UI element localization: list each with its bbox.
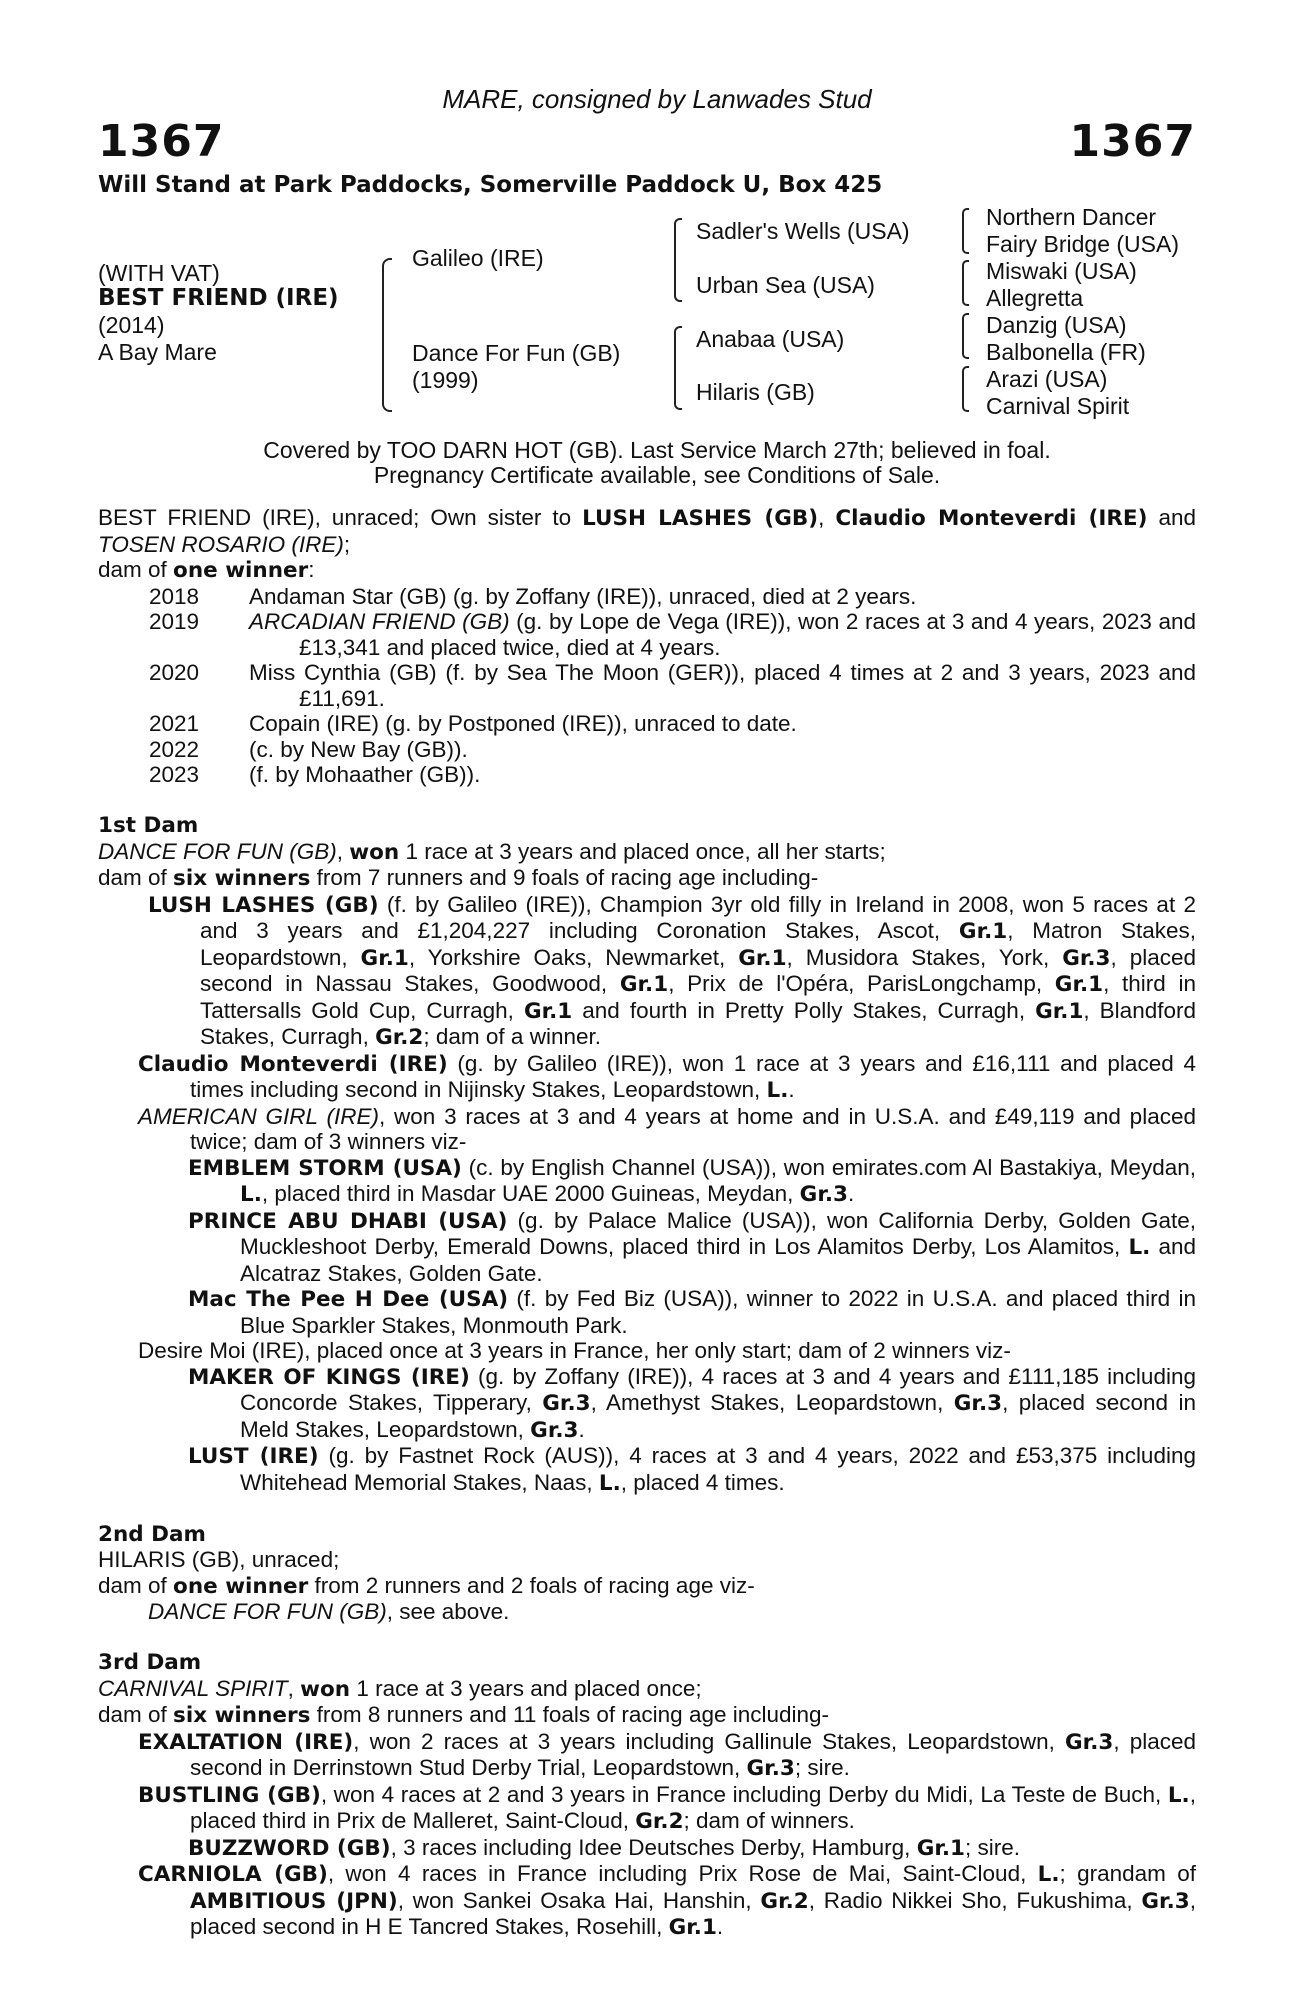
text: (f. by Fed Biz (USA)), winner to 2022 in U.S.A. and placed third in Blue Sparkler Stakes, Monmouth Park. [240, 1286, 1196, 1338]
text: , Matron Stakes, Leopardstown, [200, 918, 1196, 970]
dam-record: 1 race at 3 years and placed once, all her starts; [399, 838, 886, 864]
pedigree-dam-dam: Hilaris (GB) [696, 379, 815, 405]
pedigree-sire-sire: Sadler's Wells (USA) [696, 218, 910, 244]
text: and Alcatraz Stakes, Golden Gate. [240, 1234, 1196, 1286]
produce-summary: from 8 runners and 11 foals of racing age including- [310, 1702, 830, 1727]
winner-count: one winner [173, 1573, 309, 1599]
text: , Radio Nikkei Sho, Fukushima, [808, 1887, 1142, 1913]
progeny-name: DANCE FOR FUN (GB) [148, 1599, 387, 1624]
text: ; dam of winners. [683, 1808, 855, 1833]
foal-detail: (g. by Lope de Vega (IRE)), won 2 races at 3 and 4 years, 2023 and £13,341 and placed twice, died at 4 years. [299, 609, 1197, 660]
grade: Gr.3 [1141, 1888, 1190, 1914]
text: , won Sankei Osaka Hai, Hanshin, [397, 1887, 761, 1913]
grade: Gr.3 [746, 1756, 795, 1781]
foal-text [249, 609, 1197, 660]
dam-of-label: dam of [98, 865, 174, 890]
foal-text: (c. by New Bay (GB)). [249, 736, 468, 762]
pedigree-brace-ss [962, 208, 969, 254]
foal-row [149, 762, 1196, 788]
pedigree-sire-dam: Urban Sea (USA) [696, 272, 875, 298]
text: , Prix de l'Opéra, ParisLongchamp, [668, 971, 1055, 996]
text: ; sire. [794, 1755, 850, 1780]
progeny-name: EMBLEM STORM (USA) [188, 1155, 462, 1181]
grade: Gr.3 [953, 1391, 1003, 1416]
grade: L. [1128, 1235, 1151, 1260]
pedigree-dam-sire: Anabaa (USA) [696, 326, 845, 352]
text: , see above. [386, 1599, 510, 1624]
progeny-name: CARNIOLA (GB) [138, 1862, 328, 1887]
grade: L. [1037, 1862, 1060, 1887]
dam-record: 1 race at 3 years and placed once; [350, 1675, 702, 1701]
progeny-name: BUZZWORD (GB) [188, 1835, 391, 1861]
won-label: won [349, 839, 400, 865]
text: (g. by Palace Malice (USA)), won California Derby, Golden Gate, Muckleshoot Derby, Emerald Downs, placed third in Los Alamitos Derby, Los Alamitos, [240, 1207, 1196, 1259]
grade: Gr.1 [1035, 998, 1084, 1024]
foal-row [149, 660, 1196, 711]
colon: : [308, 557, 315, 582]
winner-count: one winner [173, 558, 309, 583]
grade: Gr.1 [360, 945, 409, 971]
pedigree-ddd: Carnival Spirit [986, 393, 1130, 419]
text: , placed second in H E Tancred Stakes, Rosehill, [190, 1887, 1196, 1939]
foal-row [149, 737, 1196, 763]
text: , won 4 races in France including Prix Rose de Mai, Saint-Cloud, [327, 1861, 1038, 1886]
text: ; dam of a winner. [423, 1024, 601, 1049]
pregnancy-line: Pregnancy Certificate available, see Conditions of Sale. [373, 462, 941, 488]
text: . [847, 1181, 855, 1206]
pedigree-sds: Miswaki (USA) [986, 258, 1137, 284]
progeny-desire-moi [138, 1338, 1196, 1364]
progeny-name: Mac The Pee H Dee (USA) [188, 1287, 509, 1312]
progeny-name: Claudio Monteverdi (IRE) [138, 1051, 448, 1077]
pedigree-ssd: Fairy Bridge (USA) [986, 231, 1179, 257]
text: (f. by Galileo (IRE)), Champion 3yr old filly in Ireland in 2008, won 5 races at 2 and 3 years and £1,204,227 including Coronation Stakes, Ascot, [200, 891, 1196, 943]
grade: Gr.2 [635, 1809, 684, 1834]
pedigree-sdd: Allegretta [986, 285, 1084, 311]
pedigree-dsd: Balbonella (FR) [986, 339, 1146, 365]
grade: L. [1167, 1782, 1190, 1808]
progeny-bustling [138, 1781, 1196, 1835]
consignment-line: MARE, consigned by Lanwades Stud [442, 84, 872, 114]
progeny-exaltation [138, 1728, 1197, 1782]
text: , 3 races including Idee Deutsches Derby, Hamburg, [390, 1834, 917, 1860]
text: ; grandam of [1059, 1861, 1196, 1886]
pedigree-brace-dam [674, 326, 682, 410]
progeny-name: BUSTLING (GB) [138, 1782, 321, 1808]
progeny-text: Desire Moi (IRE), placed once at 3 years in France, her only start; dam of 2 winners viz- [138, 1338, 1011, 1363]
pedigree-brace-sire [674, 218, 682, 302]
horse-description: A Bay Mare [98, 339, 217, 365]
foal-row [149, 711, 1196, 737]
winner-count: six winners [173, 866, 311, 891]
grade: Gr.2 [760, 1888, 809, 1914]
text: , Blandford Stakes, Curragh, [200, 997, 1196, 1049]
text: . [716, 1914, 724, 1939]
pedigree-sss: Northern Dancer [986, 204, 1157, 230]
foal-text: (f. by Mohaather (GB)). [249, 762, 481, 787]
text: . [788, 1077, 795, 1102]
sibling-tosen: TOSEN ROSARIO (IRE) [98, 531, 344, 557]
horse-name: BEST FRIEND (IRE) [98, 285, 339, 311]
grade: L. [598, 1470, 621, 1496]
horse-year: (2014) [98, 312, 165, 338]
grade: Gr.3 [799, 1182, 848, 1207]
pedigree-dss: Danzig (USA) [986, 312, 1127, 338]
grade: Gr.3 [1065, 1729, 1114, 1755]
progeny-name: AMBITIOUS (JPN) [190, 1888, 398, 1914]
grade: Gr.1 [958, 919, 1008, 944]
intro-sep: , [818, 505, 836, 530]
foal-text: Copain (IRE) (g. by Postponed (IRE)), unraced to date. [249, 711, 797, 736]
foal-text: Miss Cynthia (GB) (f. by Sea The Moon (GER)), placed 4 times at 2 and 3 years, 2023 and £11,691. [249, 660, 1196, 711]
dam-name: CARNIVAL SPIRIT [98, 1675, 288, 1701]
progeny-name: LUST (IRE) [188, 1444, 319, 1469]
grade: Gr.1 [1054, 972, 1104, 997]
progeny-claudio [138, 1050, 1196, 1104]
grade: Gr.3 [1062, 945, 1111, 971]
covered-line: Covered by TOO DARN HOT (GB). Last Service March 27th; believed in foal. [263, 437, 1051, 463]
second-dam-produce [98, 1573, 1196, 1600]
progeny-name: AMERICAN GIRL (IRE) [138, 1103, 379, 1129]
grade: Gr.1 [523, 998, 573, 1024]
dam-name: DANCE FOR FUN (GB) [98, 838, 337, 864]
third-dam-line [98, 1676, 1196, 1703]
pedigree-sire: Galileo (IRE) [412, 245, 544, 271]
foal-name: ARCADIAN FRIEND (GB) [249, 609, 510, 634]
third-dam-produce [98, 1702, 1196, 1729]
progeny-name: PRINCE ABU DHABI (USA) [188, 1208, 508, 1234]
foal-year: 2022 [149, 736, 200, 762]
progeny-buzzword [188, 1834, 1196, 1862]
pedigree-dam: Dance For Fun (GB) [412, 340, 621, 366]
foal-row [149, 584, 1196, 610]
lot-number-right: 1367 [1069, 116, 1196, 167]
third-dam-heading: 3rd Dam [98, 1650, 202, 1675]
vat-label: (WITH VAT) [98, 260, 220, 286]
foal-row [149, 609, 1196, 660]
foal-year: 2018 [149, 583, 200, 609]
sibling-claudio: Claudio Monteverdi (IRE) [835, 506, 1148, 531]
foal-year: 2021 [149, 711, 200, 736]
second-dam-line: HILARIS (GB), unraced; [98, 1547, 340, 1572]
text: (g. by Zoffany (IRE)), 4 races at 3 and 4 years and £111,185 including Concorde Stakes, Tipperary, [240, 1363, 1196, 1415]
produce-summary: from 7 runners and 9 foals of racing age including- [310, 865, 819, 890]
grade: L. [766, 1078, 789, 1103]
text: (g. by Galileo (IRE)), won 1 race at 3 years and £16,111 and placed 4 times including second in Nijinsky Stakes, Leopardstown, [190, 1050, 1196, 1102]
intro-semicolon: ; [343, 531, 351, 557]
progeny-lush-lashes [148, 891, 1196, 1051]
progeny-emblem-storm [188, 1154, 1196, 1208]
sibling-lush-lashes: LUSH LASHES (GB) [582, 506, 819, 531]
catalogue-body [98, 505, 1196, 1941]
progeny-name: LUSH LASHES (GB) [148, 892, 379, 918]
text: ; sire. [965, 1834, 1021, 1860]
produce-summary: from 2 runners and 2 foals of racing age viz- [308, 1572, 755, 1598]
text: , third in Tattersalls Gold Cup, Curragh, [200, 971, 1196, 1023]
first-dam-produce [98, 865, 1196, 892]
grade: Gr.1 [668, 1915, 717, 1940]
grade: Gr.1 [619, 972, 669, 997]
text: , Yorkshire Oaks, Newmarket, [408, 944, 739, 970]
text: , won 2 races at 3 years including Gallinule Stakes, Leopardstown, [353, 1728, 1066, 1754]
intro-dam-of [98, 557, 1196, 584]
second-dam-progeny [148, 1599, 1196, 1625]
progeny-carniola [138, 1861, 1196, 1941]
sep: , [336, 838, 350, 864]
lot-number-left: 1367 [98, 116, 225, 167]
first-dam-heading: 1st Dam [98, 813, 199, 838]
intro-and: and [1147, 505, 1196, 530]
grade: Gr.3 [530, 1417, 579, 1443]
text: , Amethyst Stakes, Leopardstown, [590, 1390, 954, 1415]
text: (c. by English Channel (USA)), won emirates.com Al Bastakiya, Meydan, [461, 1154, 1196, 1180]
intro-text: BEST FRIEND (IRE), unraced; Own sister to [98, 505, 583, 530]
foal-year: 2020 [149, 660, 200, 685]
progeny-lust [188, 1443, 1196, 1496]
second-dam-heading: 2nd Dam [98, 1521, 206, 1547]
text: . [578, 1416, 585, 1442]
grade: Gr.1 [916, 1835, 965, 1861]
sep: , [287, 1675, 301, 1701]
pedigree-brace-ds [962, 313, 969, 359]
text: and fourth in Pretty Polly Stakes, Curragh, [572, 997, 1036, 1023]
foal-year: 2023 [149, 762, 200, 787]
pedigree-brace-sd [962, 260, 969, 306]
foal-text: Andaman Star (GB) (g. by Zoffany (IRE)), unraced, died at 2 years. [249, 583, 917, 609]
text: , placed 4 times. [620, 1469, 785, 1495]
won-label: won [300, 1676, 351, 1702]
progeny-mac-the-pee-h-dee [188, 1286, 1196, 1338]
foal-year: 2019 [149, 609, 200, 634]
text: , won 3 races at 3 and 4 years at home and in U.S.A. and £49,119 and placed twice; dam of 3 winners viz- [190, 1103, 1196, 1154]
text: , Musidora Stakes, York, [786, 944, 1063, 970]
grade: Gr.2 [375, 1025, 424, 1050]
dam-of-label: dam of [98, 557, 174, 582]
pedigree-brace-dd [962, 366, 969, 412]
text: , placed third in Masdar UAE 2000 Guineas, Meydan, [261, 1181, 800, 1206]
winner-count: six winners [173, 1703, 311, 1728]
dam-of-label: dam of [98, 1572, 174, 1598]
grade: Gr.3 [542, 1391, 591, 1416]
pedigree-dds: Arazi (USA) [986, 366, 1108, 392]
grade: Gr.1 [738, 945, 787, 971]
first-dam-line [98, 839, 1196, 866]
progeny-maker-of-kings [188, 1363, 1196, 1444]
dam-of-label: dam of [98, 1702, 174, 1727]
grade: L. [240, 1182, 262, 1207]
progeny-american-girl [138, 1103, 1196, 1155]
progeny-prince-abu-dhabi [188, 1207, 1196, 1287]
text: , placed third in Prix de Malleret, Saint-Cloud, [190, 1781, 1196, 1833]
stand-location: Will Stand at Park Paddocks, Somerville Paddock U, Box 425 [98, 172, 883, 198]
text: , placed second in Derrinstown Stud Derby Trial, Leopardstown, [190, 1728, 1197, 1780]
text: , placed second in Meld Stakes, Leopardstown, [240, 1390, 1196, 1442]
pedigree-brace-main [382, 258, 392, 412]
text: , won 4 races at 2 and 3 years in France including Derby du Midi, La Teste de Buch, [320, 1781, 1168, 1807]
intro-paragraph [98, 505, 1196, 557]
progeny-name: MAKER OF KINGS (IRE) [188, 1364, 470, 1390]
text: (g. by Fastnet Rock (AUS)), 4 races at 3 and 4 years, 2022 and £53,375 including Whitehead Memorial Stakes, Naas, [240, 1443, 1196, 1495]
text: , placed second in Nassau Stakes, Goodwood, [200, 944, 1196, 996]
pedigree-dam-year: (1999) [412, 367, 479, 393]
progeny-name: EXALTATION (IRE) [138, 1729, 354, 1755]
